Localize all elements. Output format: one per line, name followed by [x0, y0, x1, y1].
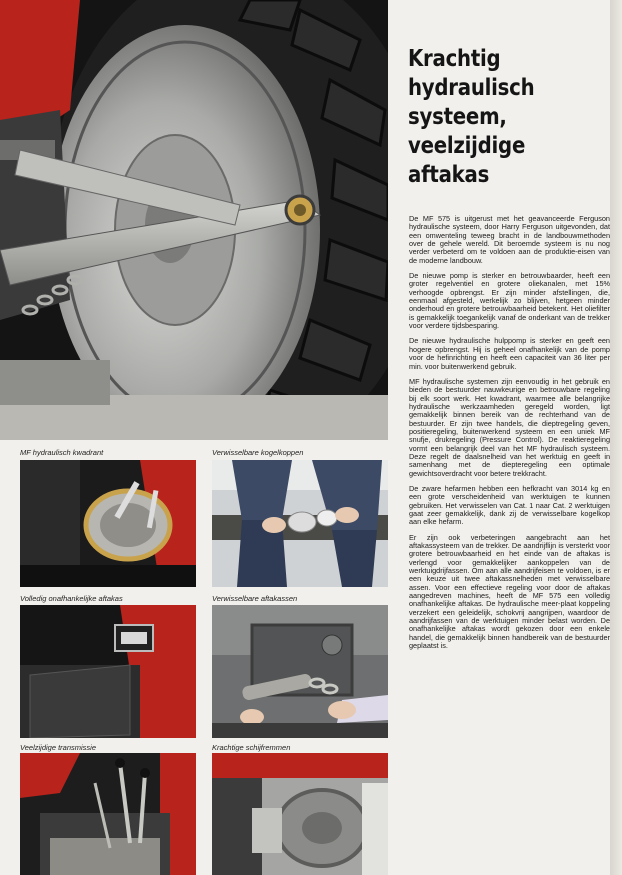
photo-ball-ends	[212, 460, 388, 587]
caption-independent-pto: Volledig onafhankelijke aftakas	[20, 594, 123, 603]
caption-disc-brakes: Krachtige schijfremmen	[212, 743, 291, 752]
caption-quadrant: MF hydraulisch kwadrant	[20, 448, 104, 457]
photo-transmission	[20, 753, 196, 875]
photo-disc-brakes	[212, 753, 388, 875]
body-paragraph: MF hydraulische systemen zijn eenvoudig in het gebruik en bieden de bestuurder nauwkeurige en betrouwbare regeling bij elk soort werk. Het kwadrant, waarmee alle belangrijke hydraulische werkzaamheden geregeld worden, ligt gemakkelijk binnen bereik van de rechterhand van de bestuurder. Er zijn twee handels, die dieptregeling geven, positieregeling, buitenwerkend systeem en een uniek MF snufje, drukregeling (Pressure Control). De reaktieregeling vormt een belangrijk deel van het MF hydraulisch systeem. Deze regelt de daalsnelheid van het werktuig en geeft in samenhang met de diepteregeling een optimale gewichtsoverdracht voor betere trekkracht.	[409, 376, 610, 478]
heading-line: hydraulisch	[408, 73, 535, 101]
photo-disc-brakes-illustration	[212, 753, 388, 875]
photo-transmission-illustration	[20, 753, 196, 875]
caption-ball-ends: Verwisselbare kogelkoppen	[212, 448, 304, 457]
article-heading	[408, 44, 576, 189]
heading-line: aftakas	[408, 160, 490, 188]
body-paragraph: Er zijn ook verbeteringen aangebracht aan het aftakassysteem van de trekker. De aandrijflijn is versterkt voor grotere betrouwbaarheid en het einde van de aftakas is verlengd voor gemakkelijker aankoppelen van de werktuigdrijfassen. Om aan alle aandrijfeisen te voldoen, is er een keuze uit twee aftakassnelheden met verwisselbare assen. Voor een effectieve regeling voor door de aftakas aangedreven machines, heeft de MF 575 een volledig onafhankelijke aftakas. De hydraulische meer-plaat koppeling verzekert een geleidelijk, schokvrij aangrijpen, waardoor de aandrijfassen van de werktuigen minder belast worden. De onafhankelijke aftakas wordt gekozen door een enkele handel, die gemakkelijk binnen handbereik van de bestuurder geplaatst is.	[409, 532, 610, 651]
photo-pto-shafts	[212, 605, 388, 738]
photo-ball-ends-illustration	[212, 460, 388, 587]
heading-line: Krachtig	[408, 44, 501, 72]
photo-quadrant-illustration	[20, 460, 196, 587]
body-paragraph: De MF 575 is uitgerust met het geavanceerde Ferguson hydraulische systeem, door Harry Ferguson uitgevonden, dat een omwenteling teweeg bracht in de landbouwmethoden over de gehele wereld. Dit beroemde systeem is nu nog verder verbeterd om te voldoen aan de produktie-eisen van de moderne landbouw.	[409, 214, 610, 265]
heading-line: veelzijdige	[408, 131, 526, 159]
photo-independent-pto	[20, 605, 196, 738]
caption-pto-shafts: Verwisselbare aftakassen	[212, 594, 298, 603]
body-paragraph: De nieuwe hydraulische hulppomp is sterker en geeft een hogere opbrengst. Hij is geheel onafhankelijk van de pomp voor de hefinrichting en heeft een capaciteit van 36 liter per min. voor buitenwerkend gebruik.	[409, 336, 610, 371]
hero-photo-illustration	[0, 0, 388, 440]
photo-hydraulic-quadrant	[20, 460, 196, 587]
page-edge	[610, 0, 622, 875]
body-paragraph: De nieuwe pomp is sterker en betrouwbaarder, heeft een groter regelventiel en grotere oliekanalen, met 15% verhoogde opbrengst. Er zijn minder afstellingen, die, eenmaal afgesteld, werkelijk zo blijven, hetgeen minder onderhoud en grotere betrouwbaarheid betekent. Het oliefilter is gemakkelijk toegankelijk vanaf de onderkant van de trekker voor verdere tijdsbesparing.	[409, 271, 610, 331]
caption-transmission: Veelzijdige transmissie	[20, 743, 97, 752]
photo-pto-shafts-illustration	[212, 605, 388, 738]
photo-pto-illustration	[20, 605, 196, 738]
heading-line: systeem,	[408, 102, 507, 130]
hero-photo-rear-wheel	[0, 0, 388, 440]
article-body	[409, 215, 610, 658]
body-paragraph: De zware hefarmen hebben een hefkracht van 3014 kg en een grote verscheidenheid van werktuigen te kunnen gebruiken. Het verwisselen van Cat. 1 naar Cat. 2 werktuigen gaat zeer gemakkelijk, dank zij de verwisselbare kogelkop aan elke hefarm.	[409, 483, 610, 527]
